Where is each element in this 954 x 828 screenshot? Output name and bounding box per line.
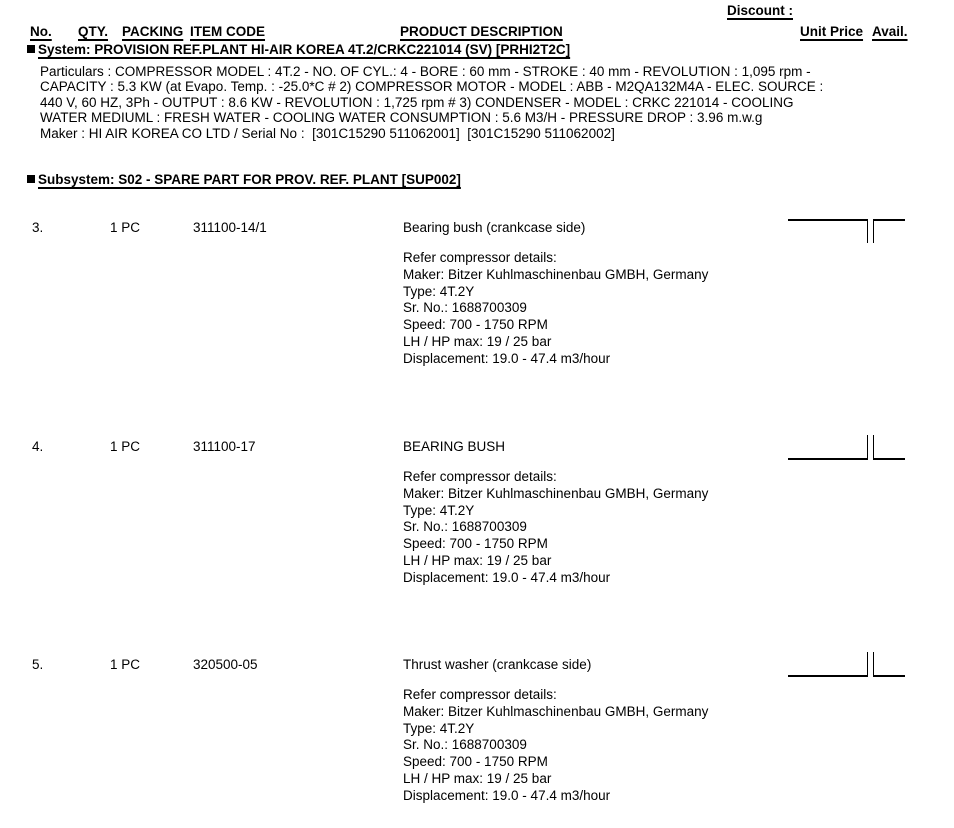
subsystem-bullet-icon bbox=[27, 175, 35, 183]
item-code: 320500-05 bbox=[193, 657, 258, 672]
column-divider-tick bbox=[867, 652, 869, 677]
item-no: 4. bbox=[32, 439, 44, 454]
item-details-line: Speed: 700 - 1750 RPM bbox=[403, 754, 548, 770]
item-details-line: Maker: Bitzer Kuhlmaschinenbau GMBH, Germany bbox=[403, 485, 709, 501]
item-qty-packing: 1 PC bbox=[110, 220, 141, 235]
item-code: 311100-14/1 bbox=[193, 220, 267, 235]
particulars-line: Particulars : COMPRESSOR MODEL : 4T.2 - NO. OF CYL.: 4 - BORE : 60 mm - STROKE : 40 mm - REVOLUTION : 1,095 rpm - bbox=[40, 64, 811, 79]
item-details-line: Displacement: 19.0 - 47.4 m3/hour bbox=[403, 569, 611, 585]
avail-blank-line bbox=[874, 219, 905, 221]
item-details-line: Sr. No.: 1688700309 bbox=[403, 300, 527, 316]
particulars-line: Maker : HI AIR KOREA CO LTD / Serial No : [301C15290 511062001] [301C15290 511062002] bbox=[40, 125, 615, 141]
column-header-no: No. bbox=[30, 24, 52, 39]
column-header-product-description: PRODUCT DESCRIPTION bbox=[400, 24, 563, 39]
item-no: 5. bbox=[32, 657, 44, 672]
item-details-line: Speed: 700 - 1750 RPM bbox=[403, 536, 548, 552]
column-header-unit-price: Unit Price bbox=[800, 24, 864, 39]
item-details-line: Refer compressor details: bbox=[403, 469, 557, 484]
item-details-line: Refer compressor details: bbox=[403, 250, 557, 265]
particulars-line: WATER MEDIUML : FRESH WATER - COOLING WATER CONSUMPTION : 5.6 M3/H - PRESSURE DROP : 3.96 m.w.g bbox=[40, 110, 763, 126]
item-qty-packing: 1 PC bbox=[110, 439, 141, 454]
item-qty-packing: 1 PC bbox=[110, 657, 141, 672]
item-details-line: Sr. No.: 1688700309 bbox=[403, 737, 527, 753]
item-compressor-details bbox=[403, 687, 708, 805]
item-details-line: Displacement: 19.0 - 47.4 m3/hour bbox=[403, 350, 611, 366]
item-description: Bearing bush (crankcase side) bbox=[403, 220, 586, 235]
item-description: Thrust washer (crankcase side) bbox=[403, 657, 592, 672]
item-code: 311100-17 bbox=[193, 439, 256, 454]
item-details-line: LH / HP max: 19 / 25 bar bbox=[403, 770, 552, 786]
item-details-line: Type: 4T.2Y bbox=[403, 502, 475, 518]
item-details-line: Speed: 700 - 1750 RPM bbox=[403, 317, 548, 333]
column-divider-tick bbox=[867, 435, 869, 460]
avail-blank-line bbox=[874, 458, 905, 460]
column-divider-tick bbox=[873, 652, 875, 677]
particulars-line: CAPACITY : 5.3 KW (at Evapo. Temp. : -25.0*C # 2) COMPRESSOR MOTOR - MODEL : ABB - M2QA132M4A - ELEC. SOURCE : bbox=[40, 79, 824, 95]
particulars-line: 440 V, 60 HZ, 3Ph - OUTPUT : 8.6 KW - REVOLUTION : 1,725 rpm # 3) CONDENSER - MODEL : CRKC 221014 - COOLING bbox=[40, 94, 794, 110]
item-details-line: Maker: Bitzer Kuhlmaschinenbau GMBH, Germany bbox=[403, 703, 709, 719]
item-details-line: Maker: Bitzer Kuhlmaschinenbau GMBH, Germany bbox=[403, 266, 709, 282]
avail-blank-line bbox=[874, 675, 905, 677]
system-particulars bbox=[40, 64, 823, 141]
column-divider-tick bbox=[873, 219, 875, 243]
item-details-line: LH / HP max: 19 / 25 bar bbox=[403, 552, 552, 568]
column-divider-tick bbox=[867, 219, 869, 243]
column-header-packing: PACKING bbox=[122, 24, 184, 39]
unit-price-blank-line bbox=[788, 675, 867, 677]
item-details-line: Refer compressor details: bbox=[403, 687, 557, 702]
item-details-line: Type: 4T.2Y bbox=[403, 283, 475, 299]
system-bullet-icon bbox=[27, 45, 35, 53]
column-header-item-code: ITEM CODE bbox=[190, 24, 266, 39]
item-no: 3. bbox=[32, 220, 44, 235]
item-compressor-details bbox=[403, 250, 708, 368]
item-compressor-details bbox=[403, 469, 708, 587]
discount-label: Discount : bbox=[727, 3, 793, 18]
item-description: BEARING BUSH bbox=[403, 439, 506, 454]
item-details-line: Sr. No.: 1688700309 bbox=[403, 519, 527, 535]
column-header-qty: QTY. bbox=[78, 24, 109, 39]
unit-price-blank-line bbox=[788, 219, 867, 221]
column-header-avail: Avail. bbox=[872, 24, 908, 39]
item-details-line: LH / HP max: 19 / 25 bar bbox=[403, 333, 552, 349]
item-details-line: Type: 4T.2Y bbox=[403, 720, 475, 736]
item-details-line: Displacement: 19.0 - 47.4 m3/hour bbox=[403, 787, 611, 803]
subsystem-heading: Subsystem: S02 - SPARE PART FOR PROV. REF. PLANT [SUP002] bbox=[38, 172, 461, 187]
column-divider-tick bbox=[873, 435, 875, 460]
unit-price-blank-line bbox=[788, 458, 867, 460]
system-heading: System: PROVISION REF.PLANT HI-AIR KOREA 4T.2/CRKC221014 (SV) [PRHI2T2C] bbox=[38, 42, 571, 57]
